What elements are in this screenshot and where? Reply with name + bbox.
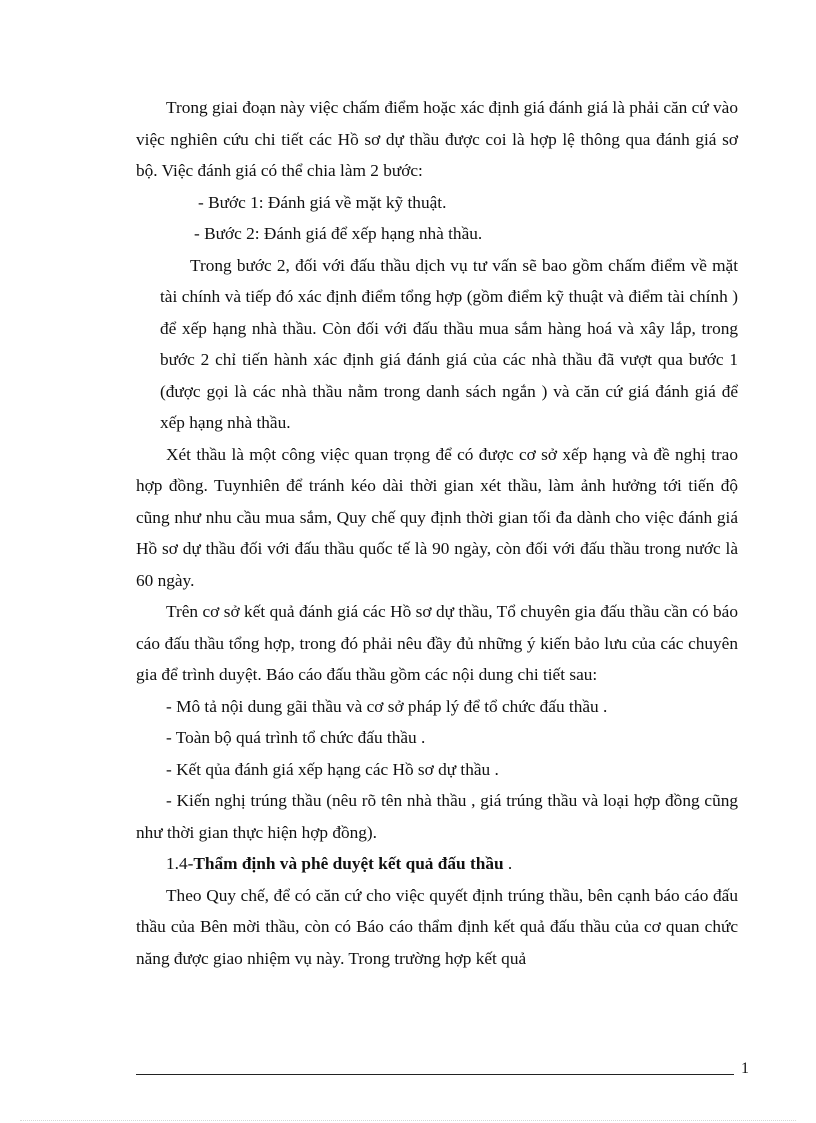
list-item-step-2: - Bước 2: Đánh giá để xếp hạng nhà thầu.: [194, 224, 483, 243]
list-item-step-1: - Bước 1: Đánh giá về mặt kỹ thuật.: [198, 192, 447, 212]
paragraph-bid-report: Trên cơ sở kết quả đánh giá các Hồ sơ dự thầu, Tổ chuyên gia đấu thầu cần có báo cáo đấu thầu tổng hợp, trong đó phải nêu đầy đủ những ý kiến bảo lưu của các chuyên gia để trình duyệt. Báo cáo đấu thầu gồm các nội dung chi tiết sau:: [136, 602, 738, 684]
paragraph-evaluation-intro: Trong giai đoạn này việc chấm điểm hoặc xác định giá đánh giá là phải căn cứ vào việc nghiên cứu chi tiết các Hồ sơ dự thầu được coi là hợp lệ thông qua đánh giá sơ bộ. Việc đánh giá có thể chia làm 2 bước:: [136, 98, 738, 180]
paragraph-step-2-details: Trong bước 2, đối với đấu thầu dịch vụ tư vấn sẽ bao gồm chấm điểm về mặt tài chính và tiếp đó xác định điểm tổng hợp (gồm điểm kỹ thuật và điểm tài chính ) để xếp hạng nhà thầu. Còn đối với đấu thầu mua sắm hàng hoá và xây lắp, trong bước 2 chỉ tiến hành xác định giá đánh giá của các nhà thầu đã vượt qua bước 1 (được gọi là các nhà thầu nằm trong danh sách ngắn ) và căn cứ giá đánh giá để xếp hạng nhà thầu.: [160, 255, 738, 432]
page-edge-divider: [20, 1120, 796, 1121]
section-heading: [136, 848, 738, 880]
document-body: [136, 92, 738, 974]
paragraph-appraisal: Theo Quy chế, để có căn cứ cho việc quyết định trúng thầu, bên cạnh báo cáo đấu thầu của Bên mời thầu, còn có Báo cáo thẩm định kết quả đấu thầu của cơ quan chức năng được giao nhiệm vụ này. Trong trường hợp kết quả: [136, 885, 738, 968]
section-number: 1.4-: [166, 854, 194, 873]
list-item-report-4: - Kiến nghị trúng thầu (nêu rõ tên nhà thầu , giá trúng thầu và loại hợp đồng cũng như thời gian thực hiện hợp đồng).: [136, 791, 738, 842]
list-item-report-1: - Mô tả nội dung gãi thầu và cơ sở pháp lý để tổ chức đấu thầu .: [166, 696, 608, 716]
section-suffix: .: [503, 854, 513, 873]
page-number: 1: [741, 1060, 749, 1077]
paragraph-bid-evaluation-time: Xét thầu là một công việc quan trọng để có được cơ sở xếp hạng và đề nghị trao hợp đồng. Tuynhiên để tránh kéo dài thời gian xét thầu, làm ảnh hưởng tới tiến độ cũng như nhu cầu mua sắm, Quy chế quy định thời gian tối đa dành cho việc đánh giá Hồ sơ dự thầu đối với đấu thầu quốc tế là 90 ngày, còn đối với đấu thầu trong nước là 60 ngày.: [136, 444, 738, 590]
list-item-report-2: - Toàn bộ quá trình tổ chức đấu thầu .: [166, 728, 426, 747]
list-item-report-3: - Kết qủa đánh giá xếp hạng các Hồ sơ dự thầu .: [166, 759, 499, 779]
footer-rule: [136, 1074, 734, 1075]
section-title: Thẩm định và phê duyệt kết quả đấu thầu: [193, 854, 504, 873]
